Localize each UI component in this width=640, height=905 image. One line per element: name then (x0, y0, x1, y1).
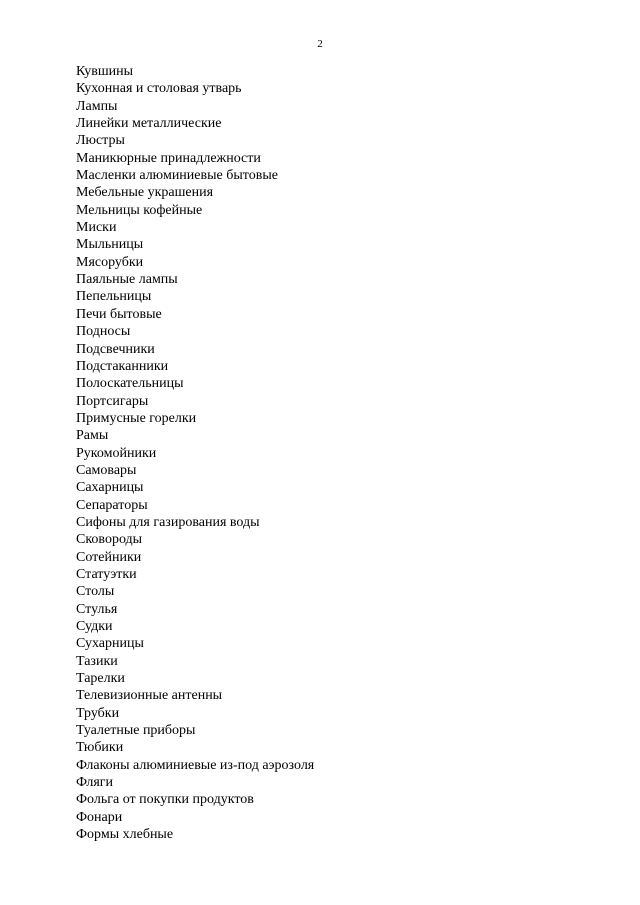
item-list (76, 63, 314, 843)
list-item: Кувшины (76, 64, 134, 79)
list-item: Тюбики (76, 740, 124, 756)
list-item: Мельницы кофейные (76, 202, 203, 218)
list-item: Сахарницы (76, 480, 144, 496)
list-item: Судки (76, 619, 113, 634)
list-item: Рукомойники (76, 445, 157, 461)
list-item: Рамы (76, 428, 109, 444)
list-item: Формы хлебные (76, 827, 174, 843)
list-item: Маникюрные принадлежности (76, 150, 261, 166)
list-item: Сепараторы (76, 497, 148, 513)
list-item: Кухонная и столовая утварь (76, 81, 242, 97)
list-item: Трубки (76, 705, 120, 721)
list-item: Печи бытовые (76, 306, 162, 322)
list-item: Масленки алюминиевые бытовые (76, 168, 278, 184)
list-item: Портсигары (76, 393, 149, 409)
list-item: Паяльные лампы (76, 272, 178, 288)
list-item: Фонари (76, 809, 123, 825)
list-item: Подстаканники (76, 358, 169, 374)
list-item: Мясорубки (76, 254, 144, 270)
list-item: Сифоны для газирования воды (76, 514, 260, 530)
list-item: Сковороды (76, 532, 143, 548)
page-number: 2 (317, 38, 323, 50)
list-item: Туалетные приборы (76, 723, 196, 739)
list-item: Сухарницы (76, 636, 144, 652)
list-item: Мебельные украшения (76, 185, 214, 201)
list-item: Люстры (76, 133, 125, 149)
list-item: Мыльницы (76, 237, 144, 253)
list-item: Подносы (76, 324, 131, 340)
list-item: Полоскательницы (76, 376, 184, 392)
list-item: Тарелки (76, 671, 125, 687)
list-item: Линейки металлические (76, 116, 222, 132)
list-item: Подсвечники (76, 341, 155, 357)
list-item: Фляги (76, 775, 114, 791)
list-item: Примусные горелки (76, 410, 197, 426)
list-item: Тазики (76, 653, 118, 669)
list-item: Флаконы алюминиевые из-под аэрозоля (76, 757, 315, 773)
list-item: Самовары (76, 462, 137, 478)
list-item: Телевизионные антенны (76, 688, 223, 704)
list-item: Фольга от покупки продуктов (76, 792, 254, 808)
list-item: Стулья (76, 601, 118, 617)
list-item: Статуэтки (76, 566, 137, 582)
list-item: Столы (76, 584, 115, 600)
list-item: Пепельницы (76, 289, 152, 305)
list-item: Миски (76, 220, 117, 236)
list-item: Сотейники (76, 549, 142, 565)
list-item: Лампы (76, 98, 118, 114)
